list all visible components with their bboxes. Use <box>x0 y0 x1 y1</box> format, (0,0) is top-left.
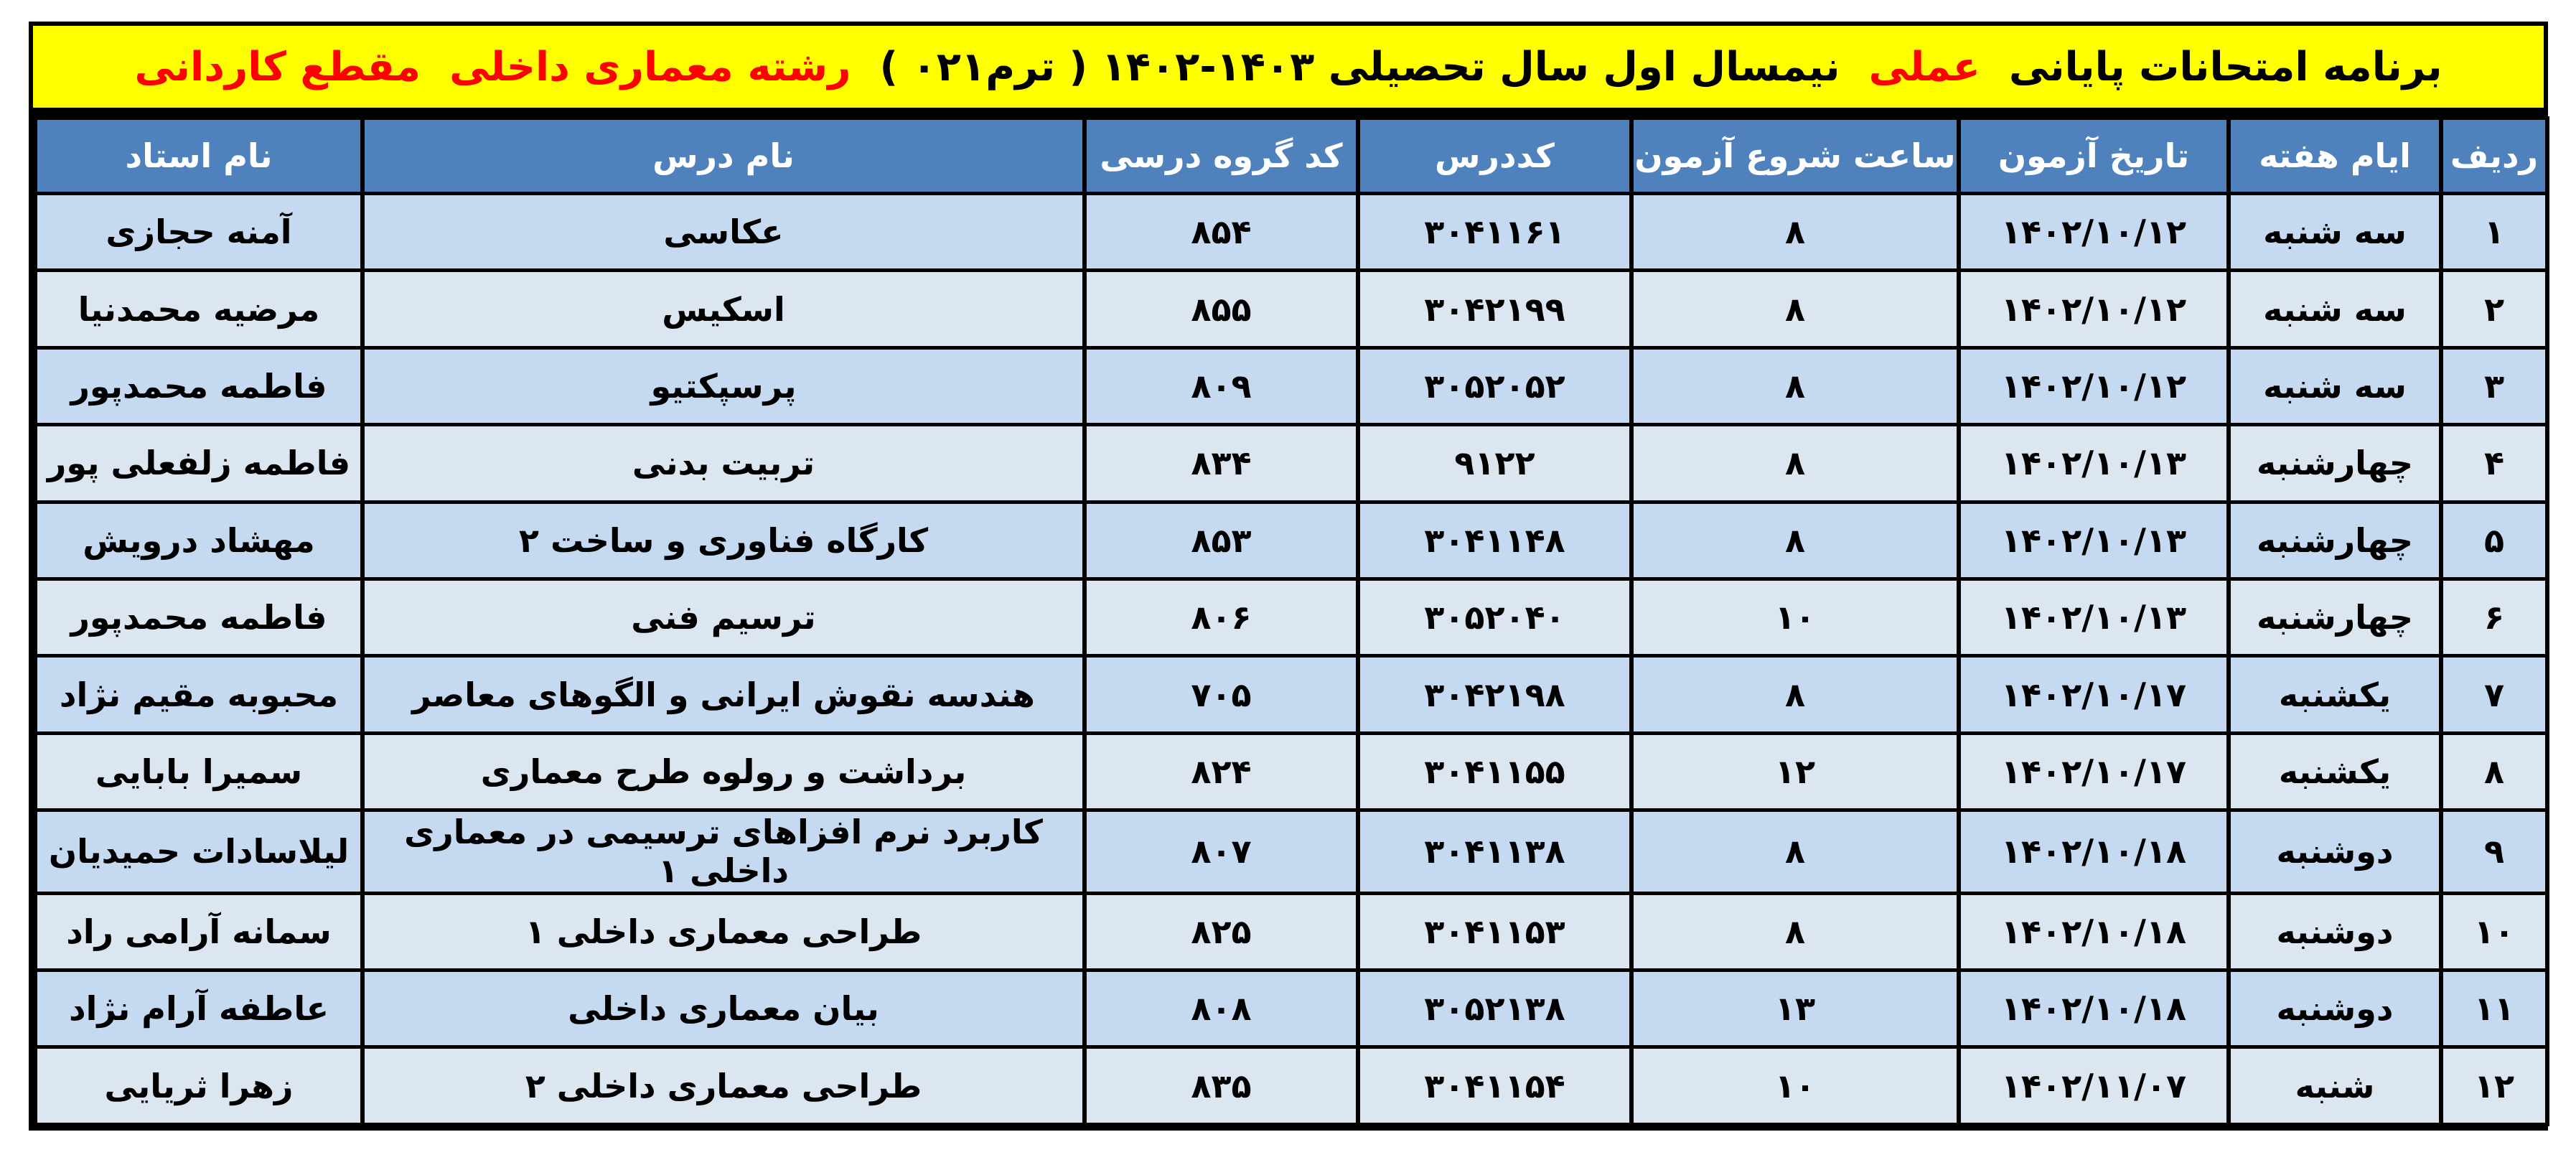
cell-instructor: مرضیه محمدنیا <box>37 272 360 345</box>
cell-group-code: ۸۲۵ <box>1087 895 1356 968</box>
cell-row-number: ۵ <box>2443 504 2545 577</box>
cell-start-time: ۸ <box>1634 504 1957 577</box>
cell-weekday: سه شنبه <box>2231 195 2439 268</box>
cell-exam-date: ۱۴۰۲/۱۰/۱۳ <box>1961 581 2226 654</box>
title-part-2: عملی <box>1868 43 1980 90</box>
cell-course-name: تربیت بدنی <box>365 426 1082 500</box>
cell-start-time: ۸ <box>1634 195 1957 268</box>
cell-instructor: مهشاد درویش <box>37 504 360 577</box>
title-part-4: رشته معماری داخلی <box>449 43 851 90</box>
cell-group-code: ۸۰۸ <box>1087 972 1356 1045</box>
cell-course-name: طراحی معماری داخلی ۱ <box>365 895 1082 968</box>
table-row <box>37 972 2545 1045</box>
header-group-code: کد گروه درسی <box>1087 120 1356 192</box>
cell-course-code: ۳۰۴۲۱۹۸ <box>1360 658 1629 731</box>
table-row <box>37 272 2545 345</box>
table-row <box>37 812 2545 892</box>
cell-row-number: ۷ <box>2443 658 2545 731</box>
header-instructor: نام استاد <box>37 120 360 192</box>
cell-course-code: ۳۰۵۲۰۵۲ <box>1360 350 1629 423</box>
cell-exam-date: ۱۴۰۲/۱۰/۱۸ <box>1961 972 2226 1045</box>
cell-instructor: لیلاسادات حمیدیان <box>37 812 360 892</box>
cell-instructor: سمیرا بابایی <box>37 735 360 808</box>
cell-group-code: ۸۰۹ <box>1087 350 1356 423</box>
cell-start-time: ۸ <box>1634 895 1957 968</box>
cell-weekday: دوشنبه <box>2231 812 2439 892</box>
cell-course-name: هندسه نقوش ایرانی و الگوهای معاصر <box>365 658 1082 731</box>
header-course-name: نام درس <box>365 120 1082 192</box>
exam-schedule-table <box>33 116 2549 1126</box>
cell-weekday: چهارشنبه <box>2231 426 2439 500</box>
cell-weekday: دوشنبه <box>2231 972 2439 1045</box>
header-weekday: ایام هفته <box>2231 120 2439 192</box>
cell-group-code: ۸۳۵ <box>1087 1049 1356 1123</box>
cell-weekday: یکشنبه <box>2231 735 2439 808</box>
title-part-5: مقطع کاردانی <box>134 43 421 90</box>
cell-group-code: ۸۰۷ <box>1087 812 1356 892</box>
cell-exam-date: ۱۴۰۲/۱۰/۱۸ <box>1961 895 2226 968</box>
cell-exam-date: ۱۴۰۲/۱۰/۱۷ <box>1961 658 2226 731</box>
table-row <box>37 1049 2545 1123</box>
cell-weekday: سه شنبه <box>2231 350 2439 423</box>
header-start-time: ساعت شروع آزمون <box>1634 120 1957 192</box>
cell-exam-date: ۱۴۰۲/۱۰/۱۲ <box>1961 272 2226 345</box>
cell-weekday: سه شنبه <box>2231 272 2439 345</box>
table-row <box>37 195 2545 268</box>
cell-row-number: ۲ <box>2443 272 2545 345</box>
cell-group-code: ۸۵۳ <box>1087 504 1356 577</box>
cell-start-time: ۱۰ <box>1634 1049 1957 1123</box>
table-row <box>37 426 2545 500</box>
cell-weekday: چهارشنبه <box>2231 504 2439 577</box>
cell-exam-date: ۱۴۰۲/۱۱/۰۷ <box>1961 1049 2226 1123</box>
cell-course-name: بیان معماری داخلی <box>365 972 1082 1045</box>
cell-instructor: فاطمه زلفعلی پور <box>37 426 360 500</box>
cell-course-name: پرسپکتیو <box>365 350 1082 423</box>
cell-group-code: ۸۵۵ <box>1087 272 1356 345</box>
cell-weekday: شنبه <box>2231 1049 2439 1123</box>
cell-start-time: ۸ <box>1634 658 1957 731</box>
cell-instructor: آمنه حجازی <box>37 195 360 268</box>
cell-course-name: ترسیم فنی <box>365 581 1082 654</box>
cell-instructor: عاطفه آرام نژاد <box>37 972 360 1045</box>
cell-course-code: ۳۰۴۱۱۵۳ <box>1360 895 1629 968</box>
cell-row-number: ۸ <box>2443 735 2545 808</box>
cell-group-code: ۸۳۴ <box>1087 426 1356 500</box>
header-course-code: کددرس <box>1360 120 1629 192</box>
cell-exam-date: ۱۴۰۲/۱۰/۱۸ <box>1961 812 2226 892</box>
cell-course-name: طراحی معماری داخلی ۲ <box>365 1049 1082 1123</box>
cell-row-number: ۱۱ <box>2443 972 2545 1045</box>
cell-exam-date: ۱۴۰۲/۱۰/۱۲ <box>1961 350 2226 423</box>
cell-start-time: ۱۰ <box>1634 581 1957 654</box>
cell-course-code: ۳۰۴۲۱۹۹ <box>1360 272 1629 345</box>
cell-weekday: یکشنبه <box>2231 658 2439 731</box>
cell-exam-date: ۱۴۰۲/۱۰/۱۷ <box>1961 735 2226 808</box>
header-row-number: ردیف <box>2443 120 2545 192</box>
cell-course-code: ۳۰۴۱۱۵۵ <box>1360 735 1629 808</box>
cell-exam-date: ۱۴۰۲/۱۰/۱۳ <box>1961 504 2226 577</box>
table-row <box>37 735 2545 808</box>
cell-start-time: ۱۳ <box>1634 972 1957 1045</box>
cell-weekday: چهارشنبه <box>2231 581 2439 654</box>
cell-course-name: کاربرد نرم افزاهای ترسیمی در معماری داخلی ۱ <box>365 812 1082 892</box>
cell-row-number: ۱۲ <box>2443 1049 2545 1123</box>
cell-group-code: ۸۲۴ <box>1087 735 1356 808</box>
cell-row-number: ۳ <box>2443 350 2545 423</box>
cell-start-time: ۸ <box>1634 272 1957 345</box>
title-part-1: برنامه امتحانات پایانی <box>2008 43 2442 90</box>
cell-course-code: ۳۰۴۱۱۴۸ <box>1360 504 1629 577</box>
cell-course-code: ۳۰۵۲۰۴۰ <box>1360 581 1629 654</box>
cell-group-code: ۸۰۶ <box>1087 581 1356 654</box>
cell-instructor: محبوبه مقیم نژاد <box>37 658 360 731</box>
cell-exam-date: ۱۴۰۲/۱۰/۱۲ <box>1961 195 2226 268</box>
table-row <box>37 658 2545 731</box>
cell-group-code: ۸۵۴ <box>1087 195 1356 268</box>
cell-row-number: ۱ <box>2443 195 2545 268</box>
cell-course-code: ۳۰۵۲۱۳۸ <box>1360 972 1629 1045</box>
cell-course-code: ۳۰۴۱۱۳۸ <box>1360 812 1629 892</box>
cell-row-number: ۶ <box>2443 581 2545 654</box>
cell-weekday: دوشنبه <box>2231 895 2439 968</box>
cell-start-time: ۸ <box>1634 812 1957 892</box>
cell-instructor: زهرا ثریایی <box>37 1049 360 1123</box>
cell-row-number: ۱۰ <box>2443 895 2545 968</box>
cell-instructor: فاطمه محمدپور <box>37 350 360 423</box>
cell-course-name: کارگاه فناوری و ساخت ۲ <box>365 504 1082 577</box>
cell-start-time: ۱۲ <box>1634 735 1957 808</box>
cell-course-name: عکاسی <box>365 195 1082 268</box>
cell-instructor: سمانه آرامی راد <box>37 895 360 968</box>
cell-instructor: فاطمه محمدپور <box>37 581 360 654</box>
cell-start-time: ۸ <box>1634 350 1957 423</box>
cell-course-code: ۹۱۲۲ <box>1360 426 1629 500</box>
page-title <box>33 26 2544 112</box>
table-row <box>37 350 2545 423</box>
cell-row-number: ۴ <box>2443 426 2545 500</box>
title-part-3: نیمسال اول سال تحصیلی ۱۴۰۳-۱۴۰۲ ( ترم۰۲۱ ) <box>879 43 1840 90</box>
header-exam-date: تاریخ آزمون <box>1961 120 2226 192</box>
cell-exam-date: ۱۴۰۲/۱۰/۱۳ <box>1961 426 2226 500</box>
table-row <box>37 895 2545 968</box>
cell-course-code: ۳۰۴۱۱۵۴ <box>1360 1049 1629 1123</box>
cell-course-code: ۳۰۴۱۱۶۱ <box>1360 195 1629 268</box>
cell-row-number: ۹ <box>2443 812 2545 892</box>
cell-course-name: برداشت و رولوه طرح معماری <box>365 735 1082 808</box>
cell-course-name: اسکیس <box>365 272 1082 345</box>
table-header-row <box>37 120 2545 192</box>
table-row <box>37 504 2545 577</box>
cell-start-time: ۸ <box>1634 426 1957 500</box>
schedule-frame <box>29 22 2548 1131</box>
table-row <box>37 581 2545 654</box>
cell-group-code: ۷۰۵ <box>1087 658 1356 731</box>
